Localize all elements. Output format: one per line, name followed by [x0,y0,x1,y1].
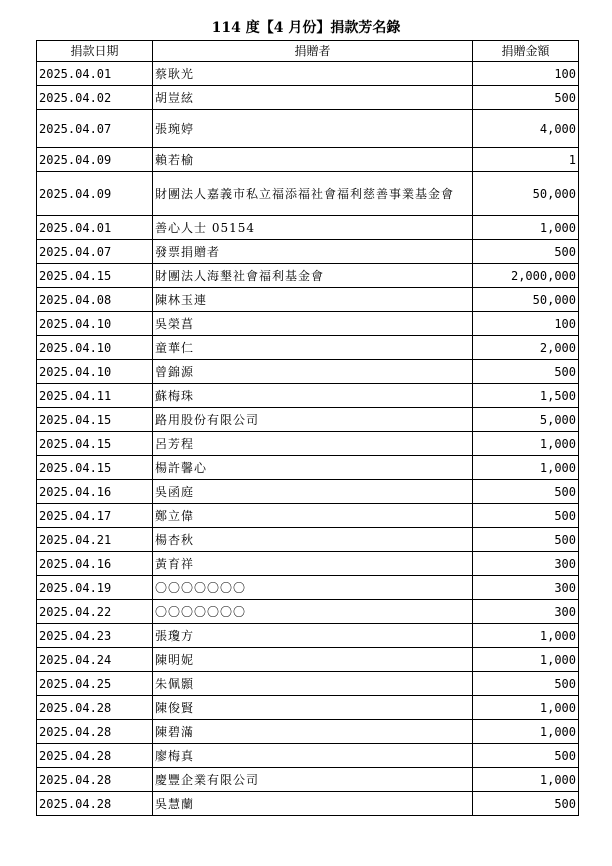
table-row [37,696,579,720]
table-row [37,648,579,672]
table-row [37,312,579,336]
row-amount: 1,000 [473,624,579,648]
header-date: 捐款日期 [37,41,153,62]
table-row [37,456,579,480]
row-donor: 黃育祥 [153,552,473,576]
row-date: 2025.04.28 [37,792,153,816]
row-amount: 300 [473,600,579,624]
row-date: 2025.04.15 [37,456,153,480]
table-row [37,576,579,600]
table-row [37,792,579,816]
row-amount: 4,000 [473,110,579,148]
table-row [37,264,579,288]
row-amount: 1 [473,148,579,172]
row-date: 2025.04.28 [37,720,153,744]
row-date: 2025.04.11 [37,384,153,408]
row-donor: 曾錦源 [153,360,473,384]
row-amount: 1,000 [473,768,579,792]
row-date: 2025.04.01 [37,216,153,240]
row-amount: 50,000 [473,172,579,216]
row-date: 2025.04.16 [37,480,153,504]
row-date: 2025.04.08 [37,288,153,312]
header-donor: 捐贈者 [153,41,473,62]
table-row [37,480,579,504]
row-donor: 鄭立偉 [153,504,473,528]
row-amount: 500 [473,86,579,110]
table-row [37,360,579,384]
row-date: 2025.04.10 [37,312,153,336]
row-date: 2025.04.10 [37,360,153,384]
page-title: 114 度【4 月份】捐款芳名錄 [211,20,401,36]
row-donor: 陳林玉連 [153,288,473,312]
row-amount: 500 [473,792,579,816]
row-donor: 善心人士 05154 [153,216,473,240]
table-row [37,744,579,768]
table-row [37,408,579,432]
row-donor: 陳碧滿 [153,720,473,744]
row-donor: 陳明妮 [153,648,473,672]
row-donor: 吳榮菖 [153,312,473,336]
row-donor: 張琬婷 [153,110,473,148]
row-date: 2025.04.21 [37,528,153,552]
row-donor: 吳慧蘭 [153,792,473,816]
table-row [37,62,579,86]
row-amount: 300 [473,576,579,600]
row-date: 2025.04.09 [37,148,153,172]
row-date: 2025.04.15 [37,432,153,456]
row-date: 2025.04.15 [37,408,153,432]
row-donor: 呂芳程 [153,432,473,456]
row-donor: 楊許馨心 [153,456,473,480]
table-row [37,624,579,648]
table-row [37,336,579,360]
row-donor: 楊杏秋 [153,528,473,552]
row-amount: 100 [473,62,579,86]
row-amount: 100 [473,312,579,336]
row-date: 2025.04.02 [37,86,153,110]
row-amount: 500 [473,360,579,384]
row-donor: 胡豈絃 [153,86,473,110]
row-donor: 路用股份有限公司 [153,408,473,432]
row-donor: 慶豐企業有限公司 [153,768,473,792]
table-row [37,672,579,696]
row-donor: 陳俊賢 [153,696,473,720]
row-date: 2025.04.10 [37,336,153,360]
row-date: 2025.04.19 [37,576,153,600]
row-donor: 張瓊方 [153,624,473,648]
row-date: 2025.04.17 [37,504,153,528]
row-amount: 500 [473,504,579,528]
row-date: 2025.04.07 [37,240,153,264]
row-donor: 廖梅真 [153,744,473,768]
row-amount: 1,000 [473,648,579,672]
row-donor: 蔡耿光 [153,62,473,86]
row-donor: 吳函庭 [153,480,473,504]
table-row [37,528,579,552]
row-amount: 50,000 [473,288,579,312]
header-amount: 捐贈金額 [473,41,579,62]
row-date: 2025.04.07 [37,110,153,148]
row-date: 2025.04.09 [37,172,153,216]
row-date: 2025.04.25 [37,672,153,696]
row-amount: 500 [473,240,579,264]
row-donor: 財團法人海墾社會福利基金會 [153,264,473,288]
row-date: 2025.04.28 [37,696,153,720]
table-header-row [37,41,579,62]
table-row [37,172,579,216]
row-donor: 朱佩顥 [153,672,473,696]
row-date: 2025.04.22 [37,600,153,624]
row-donor: 〇〇〇〇〇〇〇 [153,600,473,624]
row-donor: 〇〇〇〇〇〇〇 [153,576,473,600]
table-row [37,384,579,408]
table-row [37,86,579,110]
table-row [37,432,579,456]
row-amount: 500 [473,672,579,696]
table-row [37,240,579,264]
table-row [37,148,579,172]
row-amount: 500 [473,744,579,768]
row-date: 2025.04.24 [37,648,153,672]
table-row [37,552,579,576]
row-amount: 5,000 [473,408,579,432]
row-amount: 500 [473,480,579,504]
table-row [37,720,579,744]
row-date: 2025.04.16 [37,552,153,576]
table-row [37,768,579,792]
row-donor: 財團法人嘉義市私立福添福社會福利慈善事業基金會 [153,172,473,216]
table-row [37,288,579,312]
row-date: 2025.04.28 [37,744,153,768]
row-amount: 300 [473,552,579,576]
row-date: 2025.04.23 [37,624,153,648]
table-row [37,216,579,240]
row-donor: 童華仁 [153,336,473,360]
row-amount: 500 [473,528,579,552]
row-amount: 1,000 [473,720,579,744]
row-amount: 1,000 [473,696,579,720]
row-date: 2025.04.01 [37,62,153,86]
row-donor: 蘇梅珠 [153,384,473,408]
row-date: 2025.04.28 [37,768,153,792]
row-donor: 發票捐贈者 [153,240,473,264]
row-amount: 2,000 [473,336,579,360]
row-amount: 2,000,000 [473,264,579,288]
row-amount: 1,000 [473,456,579,480]
row-amount: 1,000 [473,432,579,456]
row-amount: 1,000 [473,216,579,240]
table-row [37,600,579,624]
row-date: 2025.04.15 [37,264,153,288]
table-row [37,504,579,528]
row-donor: 賴若榆 [153,148,473,172]
row-amount: 1,500 [473,384,579,408]
donor-table [36,40,579,816]
table-row [37,110,579,148]
